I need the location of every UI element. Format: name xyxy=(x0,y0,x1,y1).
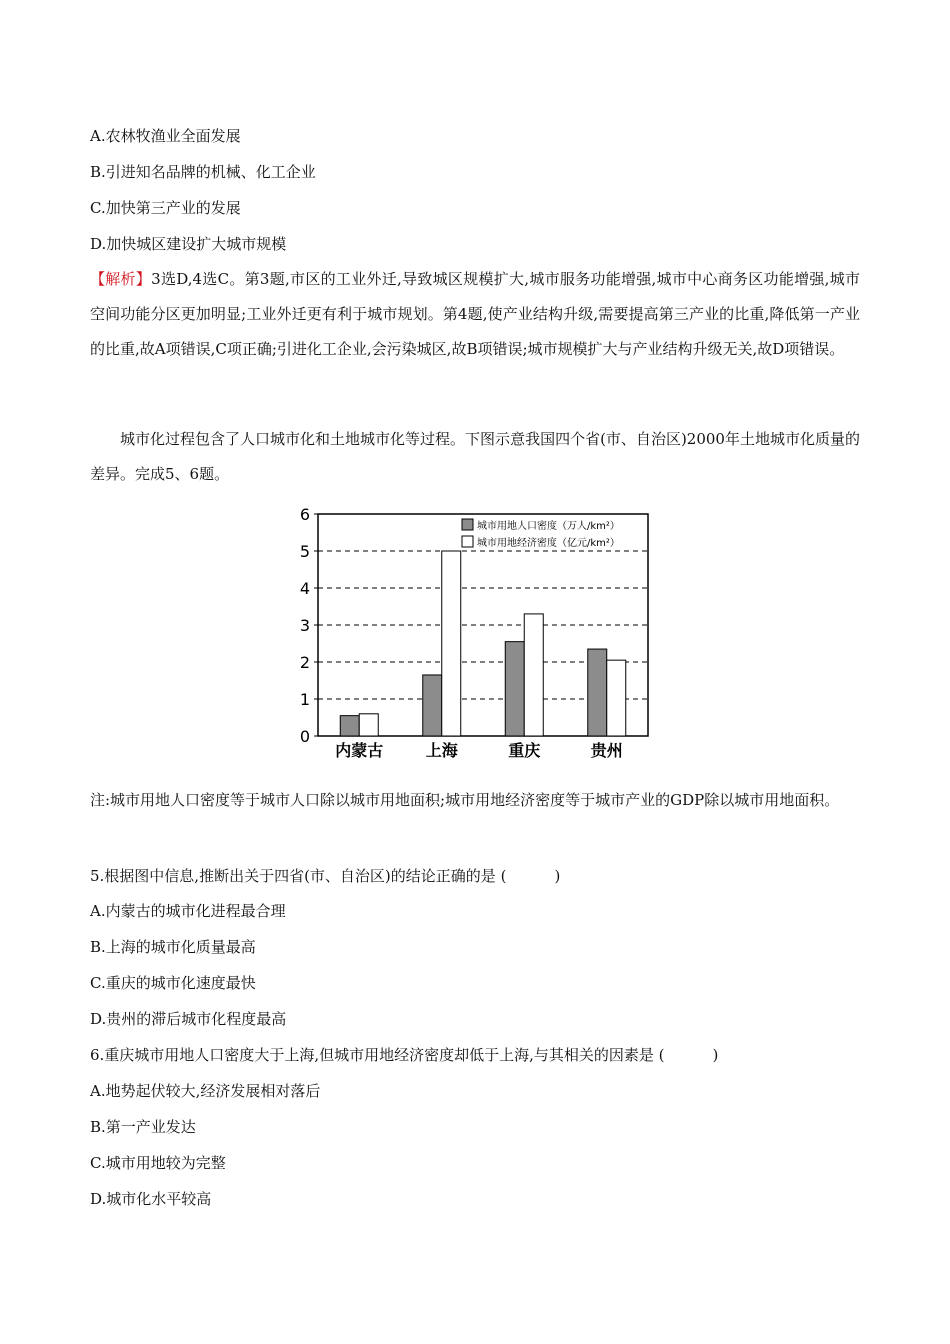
bar-economy-3 xyxy=(607,660,626,736)
q5-option-c: C.重庆的城市化速度最快 xyxy=(90,974,256,992)
q6-paren-open: ( xyxy=(658,1046,665,1064)
y-tick-label: 1 xyxy=(299,690,310,709)
analysis-paragraph xyxy=(90,262,860,367)
x-axis-labels xyxy=(335,741,623,760)
q4-option-a: A.农林牧渔业全面发展 xyxy=(90,127,241,145)
x-tick-label: 内蒙古 xyxy=(335,741,384,760)
q4-option-c: C.加快第三产业的发展 xyxy=(90,199,241,217)
bar-economy-1 xyxy=(442,551,461,736)
note-paragraph: 注:城市用地人口密度等于城市人口除以城市用地面积;城市用地经济密度等于城市产业的GDP除以城市用地面积。 xyxy=(90,791,840,809)
q4-option-b: B.引进知名品牌的机械、化工企业 xyxy=(90,163,316,181)
bar-economy-2 xyxy=(524,614,543,736)
x-tick-label: 重庆 xyxy=(508,741,541,760)
question-6-stem xyxy=(90,1045,718,1065)
bar-population-3 xyxy=(588,649,607,736)
y-tick-label: 2 xyxy=(299,653,310,672)
q6-paren-close: ) xyxy=(712,1046,719,1064)
bar-chart xyxy=(290,504,660,764)
y-tick-label: 6 xyxy=(299,505,310,524)
q5-paren-open: ( xyxy=(500,867,507,885)
x-tick-label: 贵州 xyxy=(590,741,623,760)
y-tick-label: 0 xyxy=(299,727,310,746)
q5-paren-close: ) xyxy=(554,867,561,885)
q5-stem-text: 5.根据图中信息,推断出关于四省(市、自治区)的结论正确的是 xyxy=(90,867,496,885)
q6-option-d: D.城市化水平较高 xyxy=(90,1190,212,1208)
bar-population-2 xyxy=(505,642,524,736)
bar-population-1 xyxy=(423,675,442,736)
bar-population-0 xyxy=(340,716,359,736)
q5-option-b: B.上海的城市化质量最高 xyxy=(90,938,256,956)
q5-option-d: D.贵州的滞后城市化程度最高 xyxy=(90,1010,287,1028)
bar-economy-0 xyxy=(359,714,378,736)
y-axis-ticks xyxy=(300,505,318,746)
bars xyxy=(340,551,626,736)
legend xyxy=(462,519,620,549)
analysis-tag: 【解析】 xyxy=(90,270,152,288)
legend-label-economy: 城市用地经济密度（亿元/km²） xyxy=(477,538,620,549)
intro-paragraph: 城市化过程包含了人口城市化和土地城市化等过程。下图示意我国四个省(市、自治区)2000年土地城市化质量的差异。完成5、6题。 xyxy=(90,430,860,483)
y-tick-label: 3 xyxy=(299,616,310,635)
q6-option-c: C.城市用地较为完整 xyxy=(90,1154,226,1172)
y-tick-label: 4 xyxy=(299,579,310,598)
q6-option-b: B.第一产业发达 xyxy=(90,1118,196,1136)
q6-stem-text: 6.重庆城市用地人口密度大于上海,但城市用地经济密度却低于上海,与其相关的因素是 xyxy=(90,1046,654,1064)
analysis-text: 3选D,4选C。第3题,市区的工业外迁,导致城区规模扩大,城市服务功能增强,城市中心商务区功能增强,城市空间功能分区更加明显;工业外迁更有利于城市规划。第4题,使产业结构升级,需要提高第三产业的比重,降低第一产业的比重,故A项错误,C项正确;引进化工企业,会污染城区,故B项错误;城市规模扩大与产业结构升级无关,故D项错误。 xyxy=(90,270,860,358)
legend-swatch-population xyxy=(462,519,473,530)
q5-option-a: A.内蒙古的城市化进程最合理 xyxy=(90,902,286,920)
question-5-stem xyxy=(90,866,560,886)
x-tick-label: 上海 xyxy=(425,741,458,760)
legend-swatch-economy xyxy=(462,536,473,547)
q4-option-d: D.加快城区建设扩大城市规模 xyxy=(90,235,287,253)
y-tick-label: 5 xyxy=(299,542,310,561)
q6-option-a: A.地势起伏较大,经济发展相对落后 xyxy=(90,1082,321,1100)
legend-label-population: 城市用地人口密度（万人/km²） xyxy=(477,521,620,532)
